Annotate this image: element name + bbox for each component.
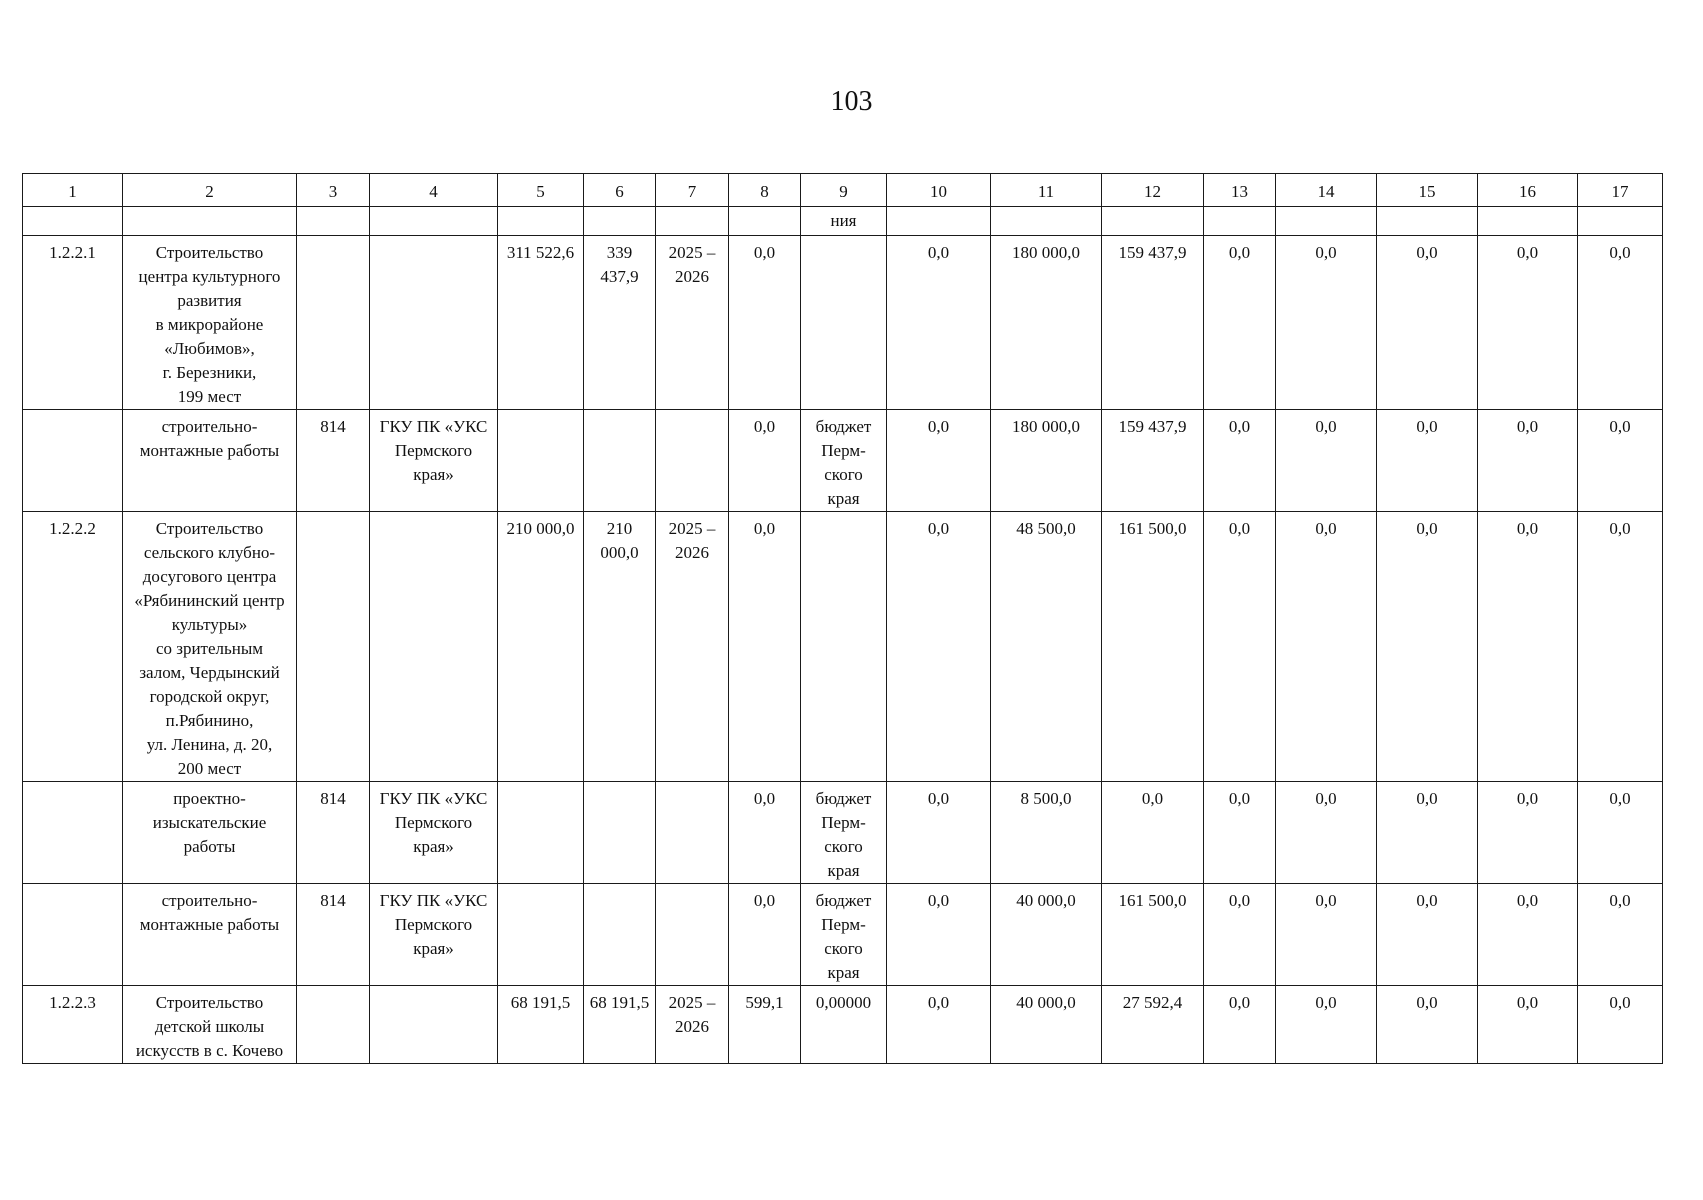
table-cell: 814 [297,410,370,512]
table-cell: 814 [297,782,370,884]
column-number-cell: 8 [729,174,801,207]
table-cell: 1.2.2.2 [23,512,123,782]
column-subheader-cell [23,207,123,236]
table-cell: 0,0 [729,236,801,410]
table-cell: 159 437,9 [1102,410,1204,512]
page-number: 103 [830,86,873,117]
table-cell: 27 592,4 [1102,986,1204,1064]
table-cell: 0,0 [729,512,801,782]
table-cell: 40 000,0 [991,884,1102,986]
column-number-cell: 16 [1478,174,1578,207]
table-cell: 0,0 [1377,410,1478,512]
column-subheader-cell [656,207,729,236]
column-subheader-cell [1276,207,1377,236]
table-cell: бюджет Перм- ского края [801,782,887,884]
table-cell: 0,0 [887,410,991,512]
table-cell [297,236,370,410]
table-cell: 48 500,0 [991,512,1102,782]
table-cell: ГКУ ПК «УКС Пермского края» [370,884,498,986]
column-number-cell: 7 [656,174,729,207]
budget-table-container [22,173,1663,1064]
column-subheader-row [23,207,1663,236]
table-cell: 2025 – 2026 [656,236,729,410]
table-cell: бюджет Перм- ского края [801,884,887,986]
table-cell [656,410,729,512]
table-cell: 161 500,0 [1102,512,1204,782]
table-cell: 40 000,0 [991,986,1102,1064]
table-cell: строительно- монтажные работы [123,884,297,986]
column-subheader-cell [498,207,584,236]
table-cell: строительно- монтажные работы [123,410,297,512]
table-cell [297,986,370,1064]
column-number-cell: 11 [991,174,1102,207]
table-cell: 0,0 [1276,782,1377,884]
table-row [23,782,1663,884]
table-cell: 210 000,0 [584,512,656,782]
table-cell: 68 191,5 [498,986,584,1064]
column-subheader-cell [1204,207,1276,236]
table-cell: 1.2.2.1 [23,236,123,410]
table-cell: 0,0 [887,884,991,986]
table-cell: 0,0 [1578,410,1663,512]
column-subheader-cell [297,207,370,236]
column-subheader-cell [1102,207,1204,236]
table-cell [656,782,729,884]
table-cell: 0,0 [887,986,991,1064]
budget-table [22,173,1663,1064]
column-number-cell: 13 [1204,174,1276,207]
table-cell: 180 000,0 [991,236,1102,410]
table-cell: бюджет Перм- ского края [801,410,887,512]
column-subheader-cell [123,207,297,236]
table-cell [498,410,584,512]
table-cell [584,782,656,884]
table-cell: 0,0 [1276,986,1377,1064]
column-number-cell: 3 [297,174,370,207]
column-number-cell: 12 [1102,174,1204,207]
column-subheader-cell [1377,207,1478,236]
column-number-cell: 5 [498,174,584,207]
table-body [23,174,1663,1064]
table-cell: 0,0 [1377,782,1478,884]
column-number-row [23,174,1663,207]
table-row [23,236,1663,410]
table-cell: 8 500,0 [991,782,1102,884]
table-cell: 0,0 [729,782,801,884]
table-cell: 0,0 [1204,782,1276,884]
table-cell: 0,0 [1276,410,1377,512]
table-cell: 180 000,0 [991,410,1102,512]
table-cell: 0,0 [1377,884,1478,986]
column-number-cell: 15 [1377,174,1478,207]
table-cell: 0,0 [1478,884,1578,986]
table-cell [370,512,498,782]
column-subheader-cell [729,207,801,236]
table-cell: 311 522,6 [498,236,584,410]
table-cell: 0,0 [1377,512,1478,782]
table-cell [23,410,123,512]
column-subheader-cell [370,207,498,236]
table-cell: 161 500,0 [1102,884,1204,986]
table-cell: 0,0 [1478,986,1578,1064]
table-cell: 0,0 [1276,236,1377,410]
table-cell: 159 437,9 [1102,236,1204,410]
table-cell: 0,0 [1478,512,1578,782]
table-cell: 0,00000 [801,986,887,1064]
table-cell: 339 437,9 [584,236,656,410]
table-row [23,512,1663,782]
table-row [23,410,1663,512]
column-number-cell: 9 [801,174,887,207]
table-cell: 68 191,5 [584,986,656,1064]
table-cell [297,512,370,782]
table-cell: 0,0 [1478,782,1578,884]
table-cell: 0,0 [1204,512,1276,782]
table-cell: 0,0 [1578,782,1663,884]
table-cell: 599,1 [729,986,801,1064]
table-cell: Строительство сельского клубно- досугового центра «Рябининский центр культуры» со зрительным залом, Чердынский городской округ, п.Рябинино, ул. Ленина, д. 20, 200 мест [123,512,297,782]
table-cell: 0,0 [1204,986,1276,1064]
table-cell: 0,0 [887,782,991,884]
table-row [23,986,1663,1064]
table-cell [584,410,656,512]
table-cell [498,782,584,884]
table-cell: 0,0 [1276,884,1377,986]
table-row [23,884,1663,986]
table-cell: 0,0 [729,410,801,512]
table-cell: 2025 – 2026 [656,512,729,782]
column-number-cell: 6 [584,174,656,207]
table-cell [801,512,887,782]
table-cell: Строительство центра культурного развития в микрорайоне «Любимов», г. Березники, 199 мест [123,236,297,410]
table-cell [23,782,123,884]
table-cell: ГКУ ПК «УКС Пермского края» [370,410,498,512]
table-cell: 0,0 [1578,236,1663,410]
table-cell: 0,0 [1578,986,1663,1064]
table-cell: 0,0 [1377,236,1478,410]
table-cell: 0,0 [729,884,801,986]
table-cell: проектно- изыскательские работы [123,782,297,884]
table-cell [23,884,123,986]
table-cell: 0,0 [1204,884,1276,986]
table-cell [498,884,584,986]
column-subheader-cell [584,207,656,236]
column-number-cell: 1 [23,174,123,207]
table-cell: 0,0 [1102,782,1204,884]
table-cell [656,884,729,986]
table-cell: 0,0 [1478,410,1578,512]
table-cell: 0,0 [887,512,991,782]
table-cell [584,884,656,986]
column-number-cell: 17 [1578,174,1663,207]
table-cell [370,236,498,410]
table-cell: 0,0 [1478,236,1578,410]
table-cell: 0,0 [1204,410,1276,512]
column-subheader-cell [887,207,991,236]
column-number-cell: 2 [123,174,297,207]
table-cell: 1.2.2.3 [23,986,123,1064]
table-cell: 0,0 [1276,512,1377,782]
table-cell: 0,0 [1377,986,1478,1064]
column-subheader-cell: ния [801,207,887,236]
column-subheader-cell [991,207,1102,236]
table-cell: 0,0 [887,236,991,410]
table-cell: 0,0 [1204,236,1276,410]
column-subheader-cell [1478,207,1578,236]
column-number-cell: 10 [887,174,991,207]
column-number-cell: 14 [1276,174,1377,207]
table-cell: 0,0 [1578,512,1663,782]
table-cell: 2025 – 2026 [656,986,729,1064]
table-cell: 0,0 [1578,884,1663,986]
table-cell: Строительство детской школы искусств в с. Кочево [123,986,297,1064]
table-cell: 814 [297,884,370,986]
table-cell: ГКУ ПК «УКС Пермского края» [370,782,498,884]
column-subheader-cell [1578,207,1663,236]
table-cell [801,236,887,410]
table-cell [370,986,498,1064]
table-cell: 210 000,0 [498,512,584,782]
column-number-cell: 4 [370,174,498,207]
